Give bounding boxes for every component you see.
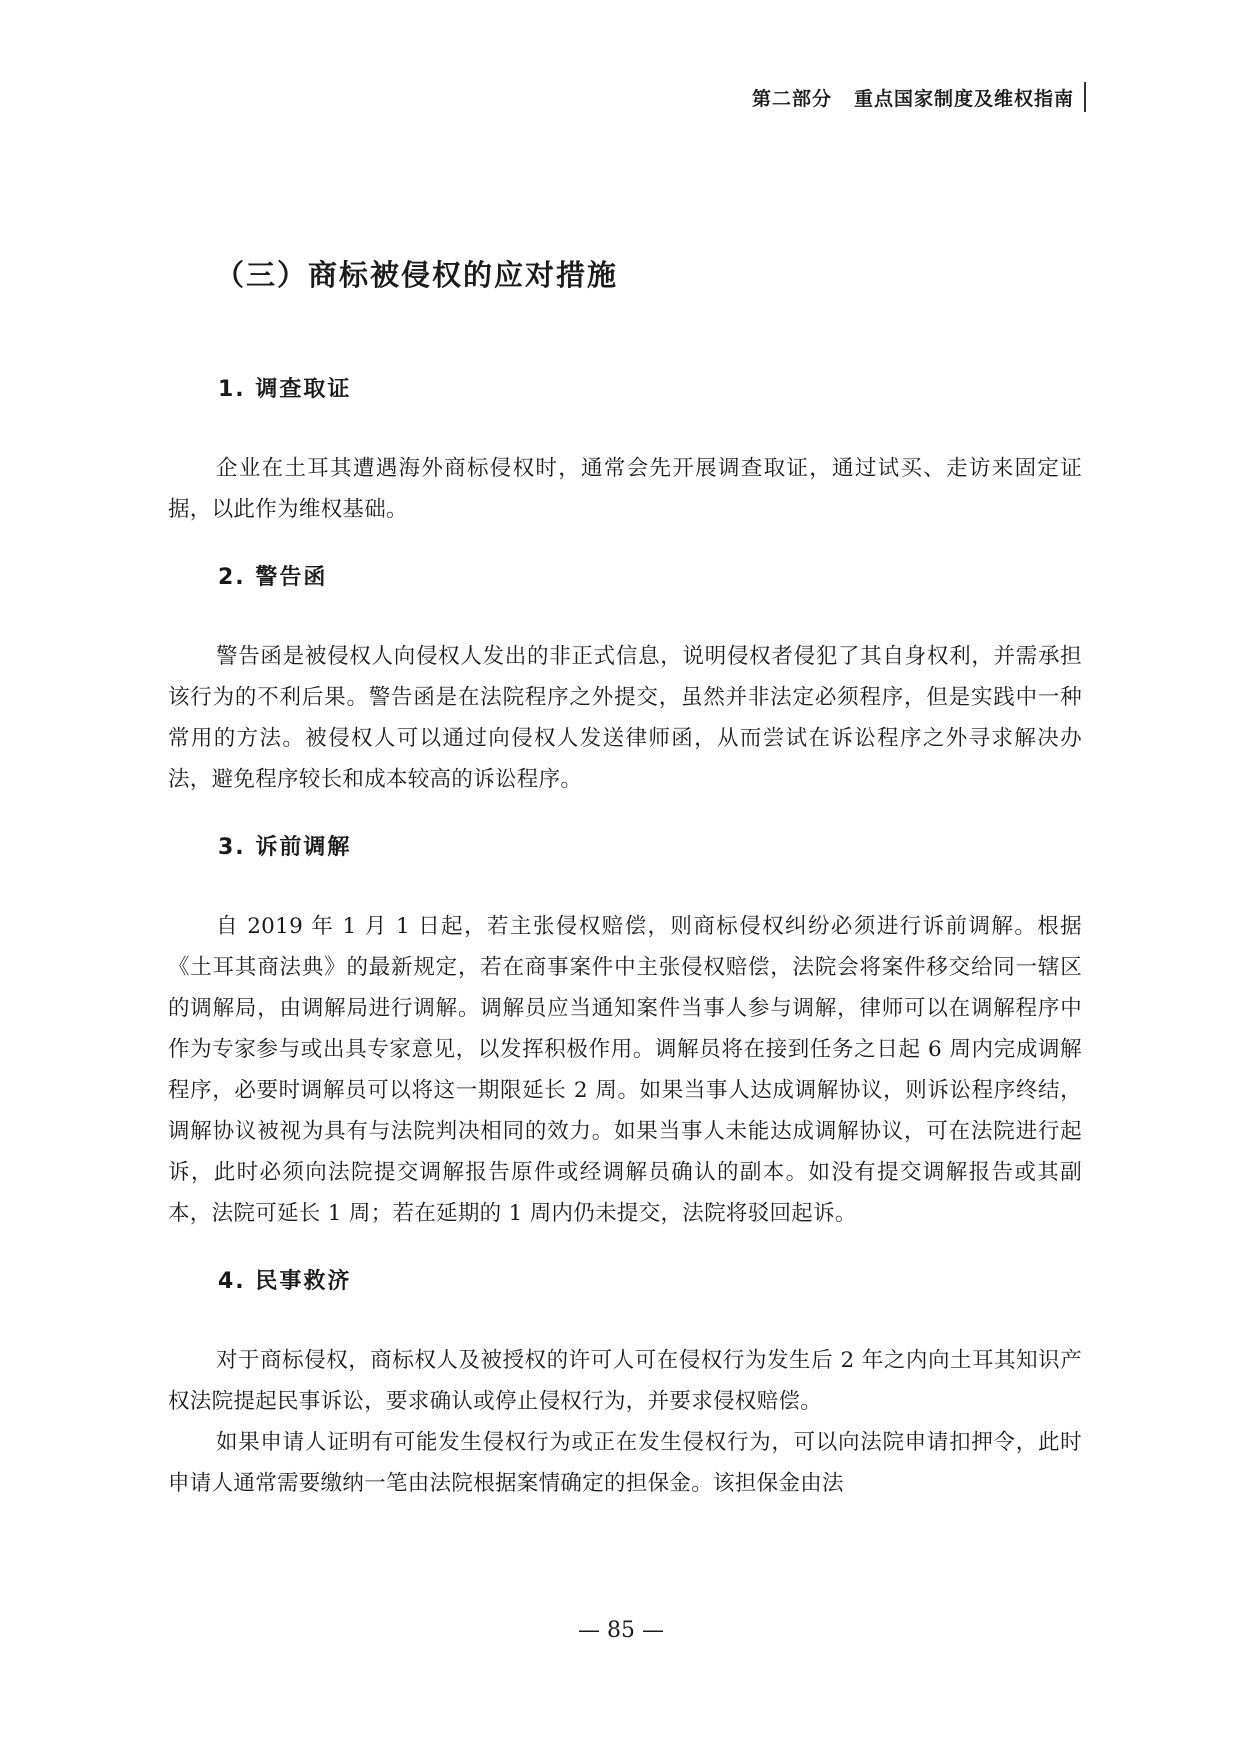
paragraph-warning-letter: 警告函是被侵权人向侵权人发出的非正式信息，说明侵权者侵犯了其自身权利，并需承担该行为的不利后果。警告函是在法院程序之外提交，虽然并非法定必须程序，但是实践中一种常用的方法。被侵权人可以通过向侵权人发送律师函，从而尝试在诉讼程序之外寻求解决办法，避免程序较长和成本较高的诉讼程序。: [168, 644, 1082, 792]
header-part: 第二部分: [751, 88, 832, 110]
section-title: （三）商标被侵权的应对措施: [215, 258, 619, 292]
paragraph-investigation: 企业在土耳其遭遇海外商标侵权时，通常会先开展调查取证，通过试买、走访来固定证据，以此作为维权基础。: [168, 456, 1082, 522]
running-header: [752, 84, 1074, 111]
paragraph-mediation: 自 2019 年 1 月 1 日起，若主张侵权赔偿，则商标侵权纠纷必须进行诉前调解。根据《土耳其商法典》的最新规定，若在商事案件中主张侵权赔偿，法院会将案件移交给同一辖区的调解局，由调解局进行调解。调解员应当通知案件当事人参与调解，律师可以在调解程序中作为专家参与或出具专家意见，以发挥积极作用。调解员将在接到任务之日起 6 周内完成调解程序，必要时调解员可以将这一期限延长 2 周。如果当事人达成调解协议，则诉讼程序终结，调解协议被视为具有与法院判决相同的效力。如果当事人未能达成调解协议，可在法院进行起诉，此时必须向法院提交调解报告原件或经调解员确认的副本。如没有提交调解报告或其副本，法院可延长 1 周；若在延期的 1 周内仍未提交，法院将驳回起诉。: [168, 914, 1082, 1226]
subheading-warning-letter: 2. 警告函: [218, 565, 328, 590]
page-number: — 85 —: [578, 1618, 664, 1643]
header-title: 重点国家制度及维权指南: [853, 88, 1074, 110]
header-divider: [1084, 82, 1086, 112]
subheading-investigation: 1. 调查取证: [218, 377, 352, 402]
paragraph-civil-remedy-2: 如果申请人证明有可能发生侵权行为或正在发生侵权行为，可以向法院申请扣押令，此时申请人通常需要缴纳一笔由法院根据案情确定的担保金。该担保金由法: [168, 1430, 1082, 1496]
subheading-mediation: 3. 诉前调解: [218, 835, 352, 860]
paragraph-civil-remedy-1: 对于商标侵权，商标权人及被授权的许可人可在侵权行为发生后 2 年之内向土耳其知识产权法院提起民事诉讼，要求确认或停止侵权行为，并要求侵权赔偿。: [168, 1348, 1082, 1414]
subheading-civil-remedy: 4. 民事救济: [218, 1269, 352, 1294]
page-body: [168, 372, 1082, 1504]
